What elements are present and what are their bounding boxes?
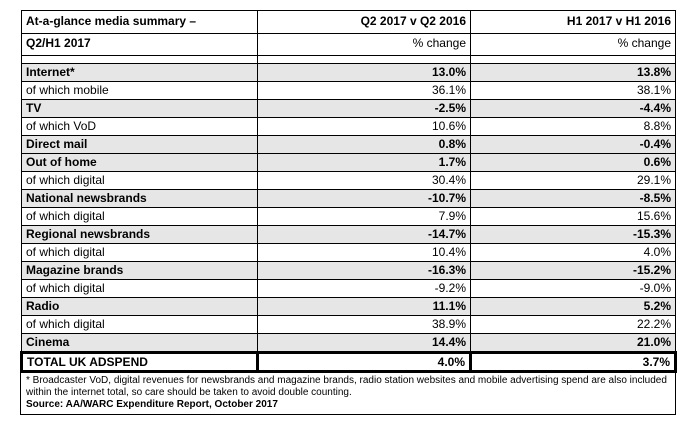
row-label: of which digital	[22, 172, 258, 190]
col-q2-subtitle: % change	[258, 34, 471, 56]
row-h1-value: 21.0%	[471, 334, 676, 353]
table-row	[22, 226, 676, 244]
row-q2-value: -14.7%	[258, 226, 471, 244]
media-summary-container	[20, 10, 674, 415]
row-h1-value: 29.1%	[471, 172, 676, 190]
row-h1-value: -15.3%	[471, 226, 676, 244]
row-h1-value: -15.2%	[471, 262, 676, 280]
row-label: of which digital	[22, 280, 258, 298]
total-q2-value: 4.0%	[258, 353, 471, 372]
col-h1-subtitle: % change	[471, 34, 676, 56]
table-row	[22, 280, 676, 298]
total-label: TOTAL UK ADSPEND	[22, 353, 258, 372]
header-row-2	[22, 34, 676, 56]
row-q2-value: 36.1%	[258, 82, 471, 100]
footnote-text: * Broadcaster VoD, digital revenues for newsbrands and magazine brands, radio station websites and mobile advertising spend are also included within the internet total, so care should be taken to avoid double counting.	[26, 375, 667, 398]
row-q2-value: 7.9%	[258, 208, 471, 226]
row-q2-value: -2.5%	[258, 100, 471, 118]
row-h1-value: 4.0%	[471, 244, 676, 262]
col-q2-title: Q2 2017 v Q2 2016	[258, 11, 471, 34]
row-q2-value: 30.4%	[258, 172, 471, 190]
table-row	[22, 82, 676, 100]
row-h1-value: 5.2%	[471, 298, 676, 316]
source-text: Source: AA/WARC Expenditure Report, October 2017	[26, 399, 278, 410]
row-q2-value: 1.7%	[258, 154, 471, 172]
row-q2-value: 0.8%	[258, 136, 471, 154]
table-row	[22, 334, 676, 353]
row-q2-value: 14.4%	[258, 334, 471, 353]
header-row-1	[22, 11, 676, 34]
row-q2-value: 10.4%	[258, 244, 471, 262]
row-label: of which digital	[22, 208, 258, 226]
table-row	[22, 298, 676, 316]
row-label: Out of home	[22, 154, 258, 172]
row-h1-value: 0.6%	[471, 154, 676, 172]
col-h1-title: H1 2017 v H1 2016	[471, 11, 676, 34]
row-h1-value: 8.8%	[471, 118, 676, 136]
row-label: Internet*	[22, 64, 258, 82]
table-row	[22, 100, 676, 118]
row-h1-value: -9.0%	[471, 280, 676, 298]
row-label: of which VoD	[22, 118, 258, 136]
row-label: of which mobile	[22, 82, 258, 100]
row-h1-value: 38.1%	[471, 82, 676, 100]
total-row	[22, 353, 676, 372]
row-label: Regional newsbrands	[22, 226, 258, 244]
table-row	[22, 190, 676, 208]
row-h1-value: 13.8%	[471, 64, 676, 82]
table-title-line1: At-a-glance media summary –	[22, 11, 258, 34]
table-row	[22, 316, 676, 334]
footnote-box	[20, 373, 676, 415]
row-h1-value: 15.6%	[471, 208, 676, 226]
row-q2-value: 13.0%	[258, 64, 471, 82]
table-row	[22, 244, 676, 262]
row-label: Radio	[22, 298, 258, 316]
table-row	[22, 64, 676, 82]
row-label: Direct mail	[22, 136, 258, 154]
table-row	[22, 208, 676, 226]
row-q2-value: -10.7%	[258, 190, 471, 208]
table-row	[22, 262, 676, 280]
table-row	[22, 154, 676, 172]
spacer-row	[22, 56, 676, 64]
table-row	[22, 136, 676, 154]
total-h1-value: 3.7%	[471, 353, 676, 372]
table-row	[22, 118, 676, 136]
row-label: of which digital	[22, 244, 258, 262]
row-h1-value: 22.2%	[471, 316, 676, 334]
row-q2-value: 11.1%	[258, 298, 471, 316]
table-row	[22, 172, 676, 190]
row-q2-value: -16.3%	[258, 262, 471, 280]
row-q2-value: 38.9%	[258, 316, 471, 334]
table-title-line2: Q2/H1 2017	[22, 34, 258, 56]
row-label: TV	[22, 100, 258, 118]
media-summary-table	[20, 10, 677, 373]
row-label: of which digital	[22, 316, 258, 334]
row-label: Magazine brands	[22, 262, 258, 280]
row-q2-value: -9.2%	[258, 280, 471, 298]
row-label: Cinema	[22, 334, 258, 353]
row-h1-value: -0.4%	[471, 136, 676, 154]
row-h1-value: -8.5%	[471, 190, 676, 208]
row-label: National newsbrands	[22, 190, 258, 208]
row-h1-value: -4.4%	[471, 100, 676, 118]
row-q2-value: 10.6%	[258, 118, 471, 136]
